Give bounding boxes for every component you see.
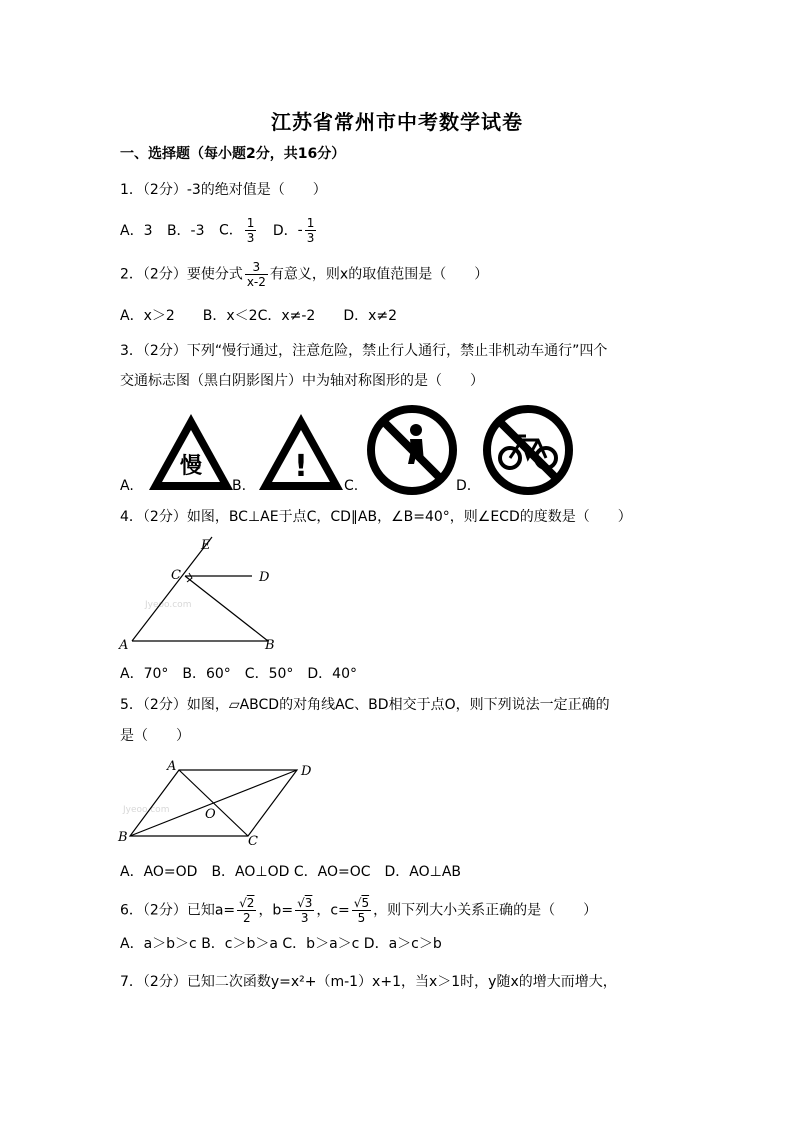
q1-d-numerator: 1 bbox=[306, 216, 315, 230]
q6-c-fraction bbox=[352, 896, 371, 925]
q6-stem-post: ，则下列大小关系正确的是（ ） bbox=[373, 902, 598, 919]
q1-option-c-label: C． bbox=[218, 222, 243, 239]
q6-c-numerator: √5 bbox=[353, 896, 370, 910]
question-7-stem: 7．（2分）已知二次函数y=x²+（m-1）x+1，当x＞1时，y随x的增大而增大， bbox=[120, 974, 617, 990]
q1-option-c-fraction bbox=[245, 216, 257, 245]
q1-option-d-fraction bbox=[305, 216, 317, 245]
question-1-stem: 1．（2分）-3的绝对值是（ ） bbox=[120, 182, 327, 198]
q6-c-label: ，c= bbox=[316, 902, 350, 919]
q4-point-a: A bbox=[119, 638, 129, 653]
section-heading: 一、选择题（每小题2分，共16分） bbox=[120, 146, 346, 162]
q3-label-b: B. bbox=[232, 478, 247, 494]
q6-b-radicand: 3 bbox=[304, 896, 313, 910]
sign-slow-text: 慢 bbox=[179, 454, 203, 479]
q4-point-d: D bbox=[259, 570, 270, 585]
q1-d-denominator: 3 bbox=[306, 231, 315, 245]
q5-parallelogram-figure bbox=[115, 758, 320, 850]
q1-c-denominator: 3 bbox=[246, 231, 255, 245]
q2-stem-pre: 2．（2分）要使分式 bbox=[120, 266, 243, 283]
question-2-stem bbox=[120, 260, 488, 289]
question-5-line-1: 5．（2分）如图，▱ABCD的对角线AC、BD相交于点O，则下列说法一定正确的 bbox=[120, 697, 610, 713]
q5-point-c: C bbox=[248, 834, 258, 849]
q6-c-radicand: 5 bbox=[361, 896, 370, 910]
question-5-line-2: 是（ ） bbox=[120, 728, 190, 744]
q6-b-denominator: 3 bbox=[300, 911, 309, 925]
q4-point-e: E bbox=[201, 538, 211, 553]
q6-a-label: a= bbox=[214, 902, 236, 919]
q4-point-c: C bbox=[171, 568, 181, 583]
q2-numerator: 3 bbox=[245, 260, 268, 275]
q3-label-c: C. bbox=[344, 478, 359, 494]
q2-denominator: x-2 bbox=[246, 275, 266, 289]
q6-c-denominator: 5 bbox=[357, 911, 366, 925]
sign-danger-triangle bbox=[255, 410, 347, 494]
q5-point-a: A bbox=[167, 759, 177, 774]
q2-fraction bbox=[245, 260, 268, 289]
question-1-options bbox=[120, 216, 318, 245]
q5-point-o: O bbox=[205, 807, 216, 822]
q6-a-radicand: 2 bbox=[246, 896, 255, 910]
question-5-options: A．AO=OD B．AO⊥OD C．AO=OC D．AO⊥AB bbox=[120, 864, 462, 880]
sign-exclamation-text: ! bbox=[294, 449, 308, 484]
question-4-options: A．70° B．60° C．50° D．40° bbox=[120, 666, 357, 682]
q4-figure bbox=[115, 535, 290, 655]
sign-slow-triangle bbox=[145, 410, 237, 494]
question-2-options: A．x＞2 B．x＜2C．x≠-2 D．x≠2 bbox=[120, 308, 398, 324]
q6-a-numerator: √2 bbox=[239, 896, 255, 910]
sign-no-bicycle bbox=[482, 404, 574, 496]
q1-d-sign: - bbox=[297, 222, 303, 239]
q6-b-numerator: √3 bbox=[297, 896, 313, 910]
q6-a-fraction bbox=[237, 896, 256, 925]
question-6-stem bbox=[120, 896, 597, 925]
q4-point-b: B bbox=[265, 638, 275, 653]
question-6-options: A．a＞b＞c B．c＞b＞a C．b＞a＞c D．a＞c＞b bbox=[120, 936, 442, 952]
figure-watermark: Jyeoo.com bbox=[145, 600, 192, 610]
page-title: 江苏省常州市中考数学试卷 bbox=[271, 110, 523, 134]
q5-point-d: D bbox=[301, 764, 312, 779]
q2-stem-post: 有意义，则x的取值范围是（ ） bbox=[269, 266, 489, 283]
q6-a-denominator: 2 bbox=[242, 911, 251, 925]
q3-label-d: D. bbox=[456, 478, 472, 494]
q1-option-d-label: D． bbox=[272, 222, 298, 239]
q1-option-a: A．3 bbox=[120, 222, 153, 239]
q5-point-b: B bbox=[118, 830, 128, 845]
sign-no-pedestrian bbox=[366, 404, 458, 496]
q1-c-numerator: 1 bbox=[246, 216, 255, 230]
figure-watermark-2: Jyeoo.com bbox=[123, 805, 170, 815]
q1-option-b: B．-3 bbox=[166, 222, 205, 239]
q3-label-a: A. bbox=[120, 478, 134, 494]
q6-b-fraction bbox=[295, 896, 314, 925]
q6-stem-pre: 6．（2分）已知 bbox=[120, 902, 215, 919]
question-4-stem: 4．（2分）如图，BC⊥AE于点C，CD∥AB，∠B=40°，则∠ECD的度数是（ ） bbox=[120, 509, 632, 525]
question-3-line-2: 交通标志图（黑白阴影图片）中为轴对称图形的是（ ） bbox=[120, 373, 484, 389]
question-3-line-1: 3．（2分）下列“慢行通过，注意危险，禁止行人通行，禁止非机动车通行”四个 bbox=[120, 343, 608, 359]
q6-b-label: ，b= bbox=[258, 902, 294, 919]
